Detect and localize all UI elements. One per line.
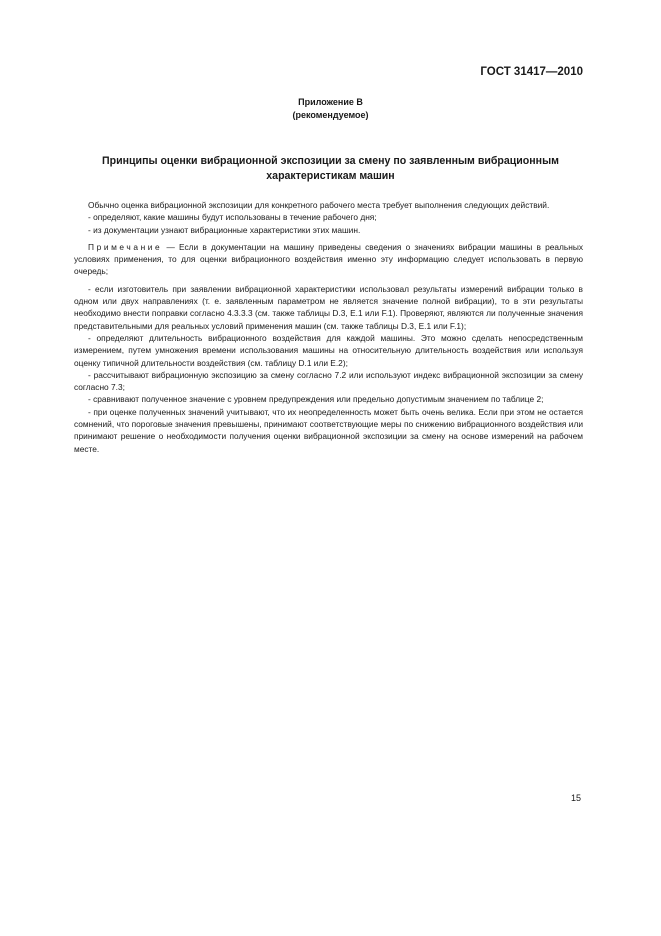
appendix-heading	[0, 96, 661, 122]
intro-paragraph: Обычно оценка вибрационной экспозиции для конкретного рабочего места требует выполнения следующих действий.	[88, 200, 550, 210]
section-title-line-2: характеристикам машин	[266, 170, 395, 182]
note-text: — Если в документации на машину приведены сведения о значениях вибрации машины в реальных условиях применения, то для оценки вибрационного воздействия именно эту информацию следует использовать в первую очередь;	[74, 241, 583, 277]
paragraph-1: - если изготовитель при заявлении вибрационной характеристики использовал результаты измерений вибрации только в одном или двух направлениях (т. е. заявленным параметром не является значение полной вибрации), то в эти результаты необходимо внести поправки согласно 4.3.3.3 (см. также таблицы D.3, E.1 или F.1). Проверяют, являются ли полученные значения представительными для реальных условий применения машин (см. также таблицы D.3, E.1 или F.1);	[74, 283, 583, 331]
page-number: 15	[570, 793, 581, 803]
paragraph-2: - определяют длительность вибрационного воздействия для каждой машины. Это можно сделать непосредственным измерением, путем умножения времени использования машины на относительную длительность воздействия или используя оценку типичной длительности воздействия (см. таблицу D.1 или E.2);	[74, 332, 583, 368]
step-2-paragraph: - из документации узнают вибрационные характеристики этих машин.	[88, 224, 361, 235]
paragraph-4: - сравнивают полученное значение с уровнем предупреждения или предельно допустимым значением по таблице 2;	[88, 394, 544, 405]
document-code: ГОСТ 31417—2010	[480, 66, 583, 78]
paragraph-5: - при оценке полученных значений учитывают, что их неопределенность может быть очень велика. Если при этом не остается сомнений, что пороговые значения превышены, принимают соответствующие меры по снижению вибрационного воздействия или принимают решение о необходимости получения оценки вибрационной экспозиции за смену на основе измерений на рабочем месте.	[74, 406, 583, 454]
paragraph-3: - рассчитывают вибрационную экспозицию за смену согласно 7.2 или используют индекс вибрационной экспозиции за смену согласно 7.3;	[74, 369, 583, 393]
appendix-subtitle: (рекомендуемое)	[292, 110, 369, 120]
note-paragraph	[74, 241, 583, 278]
note-label: Примечание	[88, 241, 163, 252]
step-1-paragraph: - определяют, какие машины будут использованы в течение рабочего дня;	[88, 212, 377, 223]
section-title-line-1: Принципы оценки вибрационной экспозиции за смену по заявленным вибрационным	[102, 155, 559, 167]
section-title	[70, 154, 591, 184]
appendix-title: Приложение В	[298, 97, 363, 107]
body-text	[74, 199, 583, 455]
